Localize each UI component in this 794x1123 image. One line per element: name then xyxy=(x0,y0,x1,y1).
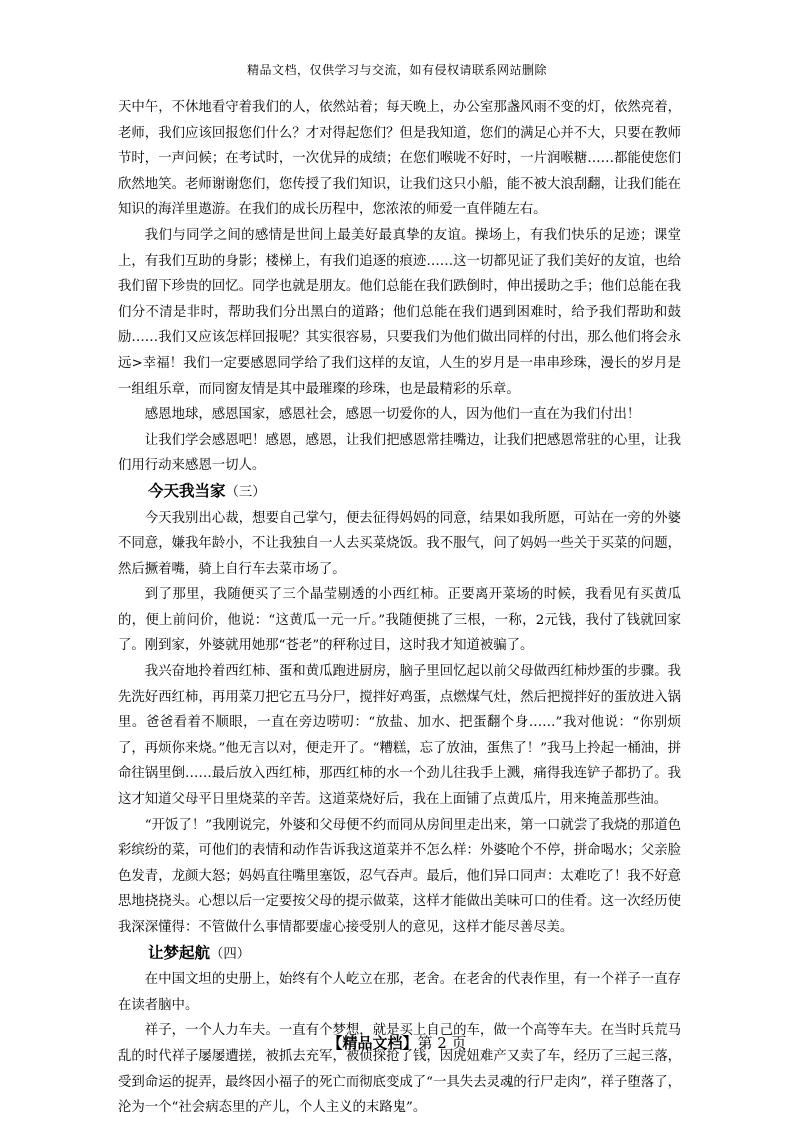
section-heading-3 xyxy=(118,479,681,506)
paragraph: 我们与同学之间的感情是世间上最美好最真挚的友谊。操场上，有我们快乐的足迹；课堂上，有我们互助的身影；楼梯上，有我们追逐的痕迹……这一切都见证了我们美好的友谊，也给我们留下珍贵的回忆。同学也就是朋友。他们总能在我们跌倒时，伸出援助之手；他们总能在我们分不清是非时，帮助我们分出黑白的道路；他们总能在我们遇到困难时，给予我们帮助和鼓励……我们又应该怎样回报呢？其实很容易，只要我们为他们做出同样的付出，那么他们将会永远>幸福！我们一定要感恩同学给了我们这样的友谊，人生的岁月是一串串珍珠，漫长的岁月是一组组乐章，而同窗友情是其中最璀璨的珍珠，也是最精彩的乐章。 xyxy=(118,227,681,397)
paragraph: 今天我别出心裁，想要自己掌勺，便去征得妈妈的同意，结果如我所愿，可站在一旁的外婆不同意，嫌我年龄小，不让我独自一人去买菜烧饭。我不服气，问了妈妈一些关于买菜的问题，然后撅着嘴，骑上自行车去菜市场了。 xyxy=(118,510,681,577)
section-title: 今天我当家 xyxy=(148,481,226,500)
page-number: 第 2 页 xyxy=(417,1034,467,1052)
page-header: 精品文档，仅供学习与交流，如有侵权请联系网站删除 xyxy=(246,63,547,77)
section-heading-4 xyxy=(118,941,681,968)
paragraph: 让我们学会感恩吧！感恩，感恩，让我们把感恩常挂嘴边，让我们把感恩常驻的心里，让我们用行动来感恩一切人。 xyxy=(118,432,681,474)
paragraph: “开饭了！”我刚说完，外婆和父母便不约而同从房间里走出来，第一口就尝了我烧的那道色彩缤纷的菜，可他们的表情和动作告诉我这道菜并不怎么样：外婆呛个不停，拼命喝水；父亲脸色发青，龙颜大怒；妈妈直往嘴里塞饭，忍气吞声。最后，他们异口同声：太难吃了！我不好意思地挠挠头。心想以后一定要按父母的提示做菜，这样才能做出美味可口的佳肴。这一次经历使我深深懂得：不管做什么事情都要虚心接受别人的意见，这样才能尽善尽美。 xyxy=(118,817,681,935)
paragraph: 感恩地球，感恩国家，感恩社会，感恩一切爱你的人，因为他们一直在为我们付出！ xyxy=(144,407,641,423)
paragraph: 我兴奋地拎着西红柿、蛋和黄瓜跑进厨房，脑子里回忆起以前父母做西红柿炒蛋的步骤。我先洗好西红柿，再用菜刀把它五马分尸，搅拌好鸡蛋，点燃煤气灶，然后把搅拌好的蛋放进入锅里。爸爸看着不顺眼，一直在旁边唠叨：“放盐、加水、把蛋翻个身……”我对他说：“你别烦了，再烦你来烧。”他无言以对，便走开了。“糟糕，忘了放油，蛋焦了！”我马上拎起一桶油，拼命往锅里倒……最后放入西红柿，那西红柿的水一个劲儿往我手上溅，痛得我连铲子都扔了。我这才知道父母平日里烧菜的辛苦。这道菜烧好后，我在上面铺了点黄瓜片，用来掩盖那些油。 xyxy=(118,664,681,808)
footer-prefix: 【精品文档】 xyxy=(327,1034,418,1052)
page-footer xyxy=(0,1032,794,1053)
section-title: 让梦起航 xyxy=(148,943,211,962)
paragraph: 祥子，一个人力车夫。一直有个梦想，就是买上自己的车，做一个高等车夫。在当时兵荒马乱的时代祥子屡屡遭搓，被抓去充军，被侦探抢了钱，因虎妞难产又卖了车，经历了三起三落，受到命运的捉弄，最终因小福子的死亡而彻底变成了“一具失去灵魂的行尸走肉”，祥子堕落了，沦为一个“社会病态里的产儿，个人主义的末路鬼”。 xyxy=(118,1023,681,1116)
document-body xyxy=(118,95,681,1121)
section-number: （四） xyxy=(210,946,251,962)
paragraph: 天中午，不休地看守着我们的人，依然站着；每天晚上，办公室那盏风雨不变的灯，依然亮着，老师，我们应该回报您们什么？才对得起您们？但是我知道，您们的满足心并不大，只要在教师节时，一声问候；在考试时，一次优异的成绩；在您们喉咙不好时，一片润喉糖……都能使您们欣然地笑。老师谢谢您们，您传授了我们知识，让我们这只小船，能不被大浪刮翻，让我们能在知识的海洋里遨游。在我们的成长历程中，您浓浓的师爱一直伴随左右。 xyxy=(118,100,681,218)
paragraph: 到了那里，我随便买了三个晶莹剔透的小西红柿。正要离开菜场的时候，我看见有买黄瓜的，便上前问价，他说：“这黄瓜一元一斤。”我随便挑了三根，一称，2元钱，我付了钱就回家了。刚到家，外婆就用她那“苍老”的秤称过目，这时我才知道被骗了。 xyxy=(118,587,681,654)
paragraph: 在中国文坦的史册上，始终有个人屹立在那，老舍。在老舍的代表作里，有一个祥子一直存在读者脑中。 xyxy=(118,972,681,1013)
section-number: （三） xyxy=(225,484,266,500)
